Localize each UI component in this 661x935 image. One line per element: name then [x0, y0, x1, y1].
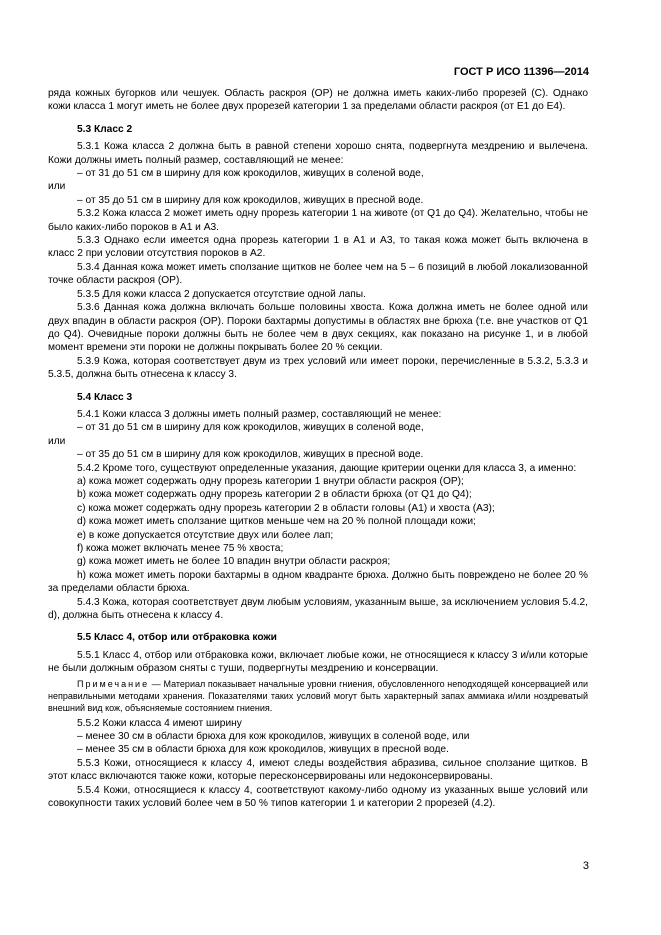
paragraph: – менее 35 см в области брюха для кож крокодилов, живущих в пресной воде. [77, 744, 449, 756]
paragraph: d) кожа может иметь сползание щитков меньше чем на 20 % полной площади кожи; [77, 516, 476, 528]
paragraph: 5.3.5 Для кожи класса 2 допускается отсутствие одной лапы. [77, 288, 366, 300]
paragraph: 5.5.3 Кожи, относящиеся к классу 4, имеют следы воздействия абразива, сильное сползание щитков. В этот класс включаются также кожи, которые пересконсервированы или недоконсервированы. [48, 757, 588, 783]
paragraph: 5.3.1 Кожа класса 2 должна быть в равной степени хорошо снята, подвергнута мездрению и вылечена. Кожи должны иметь полный размер, составляющий не менее: [48, 141, 588, 166]
paragraph: 5.3.6 Данная кожа должна включать больше половины хвоста. Кожа должна иметь не более одной или двух впадин в области раскроя (ОР). Пороки бахтармы допустимы в областях вне брюха (т.е. вне участков от Q1 до Q4). Очевидные пороки должны быть не более чем в двух секциях, как показано на рисунке 1, и в любой момент времени эти пороки не должны покрывать более 20 % секции. [48, 302, 588, 354]
section-heading: 5.3 Класс 2 [77, 123, 133, 135]
paragraph: – от 35 до 51 см в ширину для кож крокодилов, живущих в пресной воде. [77, 194, 424, 206]
document-body [48, 87, 588, 811]
paragraph: h) кожа может иметь пороки бахтармы в одном квадранте брюха. Должно быть повреждено не более 20 % за пределами области брюха. [48, 569, 588, 595]
note-text: — Материал показывает начальные уровни гниения, обусловленного неподходящей консервацией или неправильными методами хранения. Показателями таких условий могут быть характерный запах аммиака и/или ноздреватый внешний вид кож, объясняемые состоянием гниения. [48, 678, 588, 713]
paragraph: ряда кожных бугорков или чешуек. Область раскроя (ОР) не должна иметь каких-либо прорезей (С). Однако кожи класса 1 могут иметь не более двух прорезей категории 1 за пределами области раскроя (от Е1 до Е4). [48, 88, 588, 113]
paragraph: b) кожа может содержать одну прорезь категории 2 в области брюха (от Q1 до Q4); [77, 489, 472, 501]
paragraph: или [48, 181, 66, 193]
paragraph: а) кожа может содержать одну прорезь категории 1 внутри области раскроя (ОР); [77, 475, 464, 487]
paragraph: 5.4.3 Кожа, которая соответствует двум любым условиям, указанным выше, за исключением условия 5.4.2, d), должна быть отнесена к классу 4. [48, 596, 588, 622]
paragraph: 5.3.3 Однако если имеется одна прорезь категории 1 в А1 и А3, то такая кожа может быть включена в класс 2 при условии отсутствия пороков в А2. [48, 235, 588, 260]
paragraph: 5.5.1 Класс 4, отбор или отбраковка кожи, включает любые кожи, не относящиеся к классу 3 и/или которые не были должным образом сняты с туши, подвергнуты мездрению и консервации. [48, 649, 588, 675]
paragraph: 5.4.1 Кожи класса 3 должны иметь полный размер, составляющий не менее: [77, 408, 442, 420]
page-number: 3 [582, 860, 589, 872]
section-heading: 5.4 Класс 3 [77, 391, 133, 403]
section-heading: 5.5 Класс 4, отбор или отбраковка кожи [77, 632, 277, 644]
paragraph: 5.5.2 Кожи класса 4 имеют ширину [77, 717, 242, 729]
note-paragraph [48, 678, 588, 714]
paragraph: – от 31 до 51 см в ширину для кож крокодилов, живущих в соленой воде, [77, 422, 424, 434]
paragraph: 5.3.2 Кожа класса 2 может иметь одну прорезь категории 1 на животе (от Q1 до Q4). Желательно, чтобы не было каких-либо пороков в А1 и А3. [48, 208, 588, 233]
paragraph: 5.5.4 Кожи, относящиеся к классу 4, соответствуют какому-либо одному из указанных выше условий или совокупности таких условий более чем в 50 % типов категории 1 и категории 2 прорезей (4.2). [48, 784, 588, 810]
note-label: Примечание [77, 678, 150, 689]
paragraph: 5.3.9 Кожа, которая соответствует двум из трех условий или имеет пороки, перечисленные в 5.3.2, 5.3.3 и 5.3.5, должна быть отнесена к классу 3. [48, 355, 588, 381]
paragraph: 5.3.4 Данная кожа может иметь сползание щитков не более чем на 5 – 6 позиций в любой локализованной точке области раскроя (ОР). [48, 261, 588, 287]
paragraph: f) кожа может включать менее 75 % хвоста; [77, 543, 284, 554]
paragraph: – менее 30 см в области брюха для кож крокодилов, живущих в соленой воде, или [77, 731, 470, 743]
paragraph: 5.4.2 Кроме того, существуют определенные указания, дающие критерии оценки для класса 3, а именно: [77, 462, 577, 474]
paragraph: или [48, 435, 66, 447]
standard-header: ГОСТ Р ИСО 11396—2014 [453, 66, 589, 78]
paragraph: – от 35 до 51 см в ширину для кож крокодилов, живущих в пресной воде. [77, 449, 424, 461]
paragraph: с) кожа может содержать одну прорезь категории 2 в области головы (А1) и хвоста (А3); [77, 502, 495, 514]
paragraph: g) кожа может иметь не более 10 впадин внутри области раскроя; [77, 556, 391, 568]
paragraph: – от 31 до 51 см в ширину для кож крокодилов, живущих в соленой воде, [77, 168, 424, 180]
paragraph: е) в коже допускается отсутствие двух или более лап; [77, 529, 334, 541]
